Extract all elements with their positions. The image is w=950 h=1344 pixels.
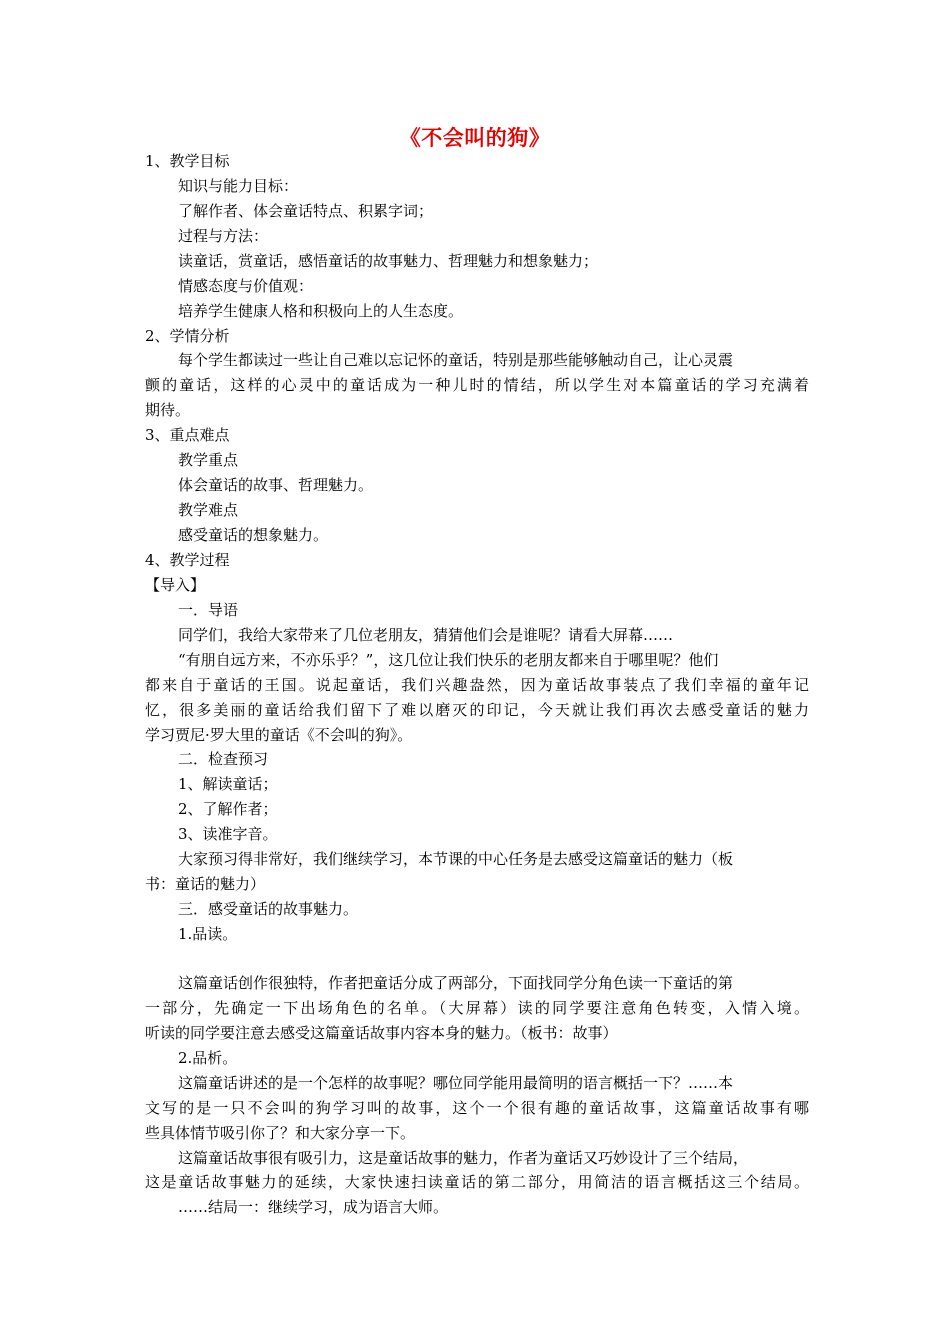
text-line: 1.品读。 [178,925,238,943]
section-heading-key-points: 3、重点难点 [145,426,230,444]
text-line: 读童话，赏童话，感悟童话的故事魅力、哲理魅力和想象魅力； [178,252,599,270]
text-line: 了解作者、体会童话特点、积累字词； [178,202,434,220]
text-line: 这篇童话创作很独特，作者把童话分成了两部分，下面找同学分角色读一下童话的第 [178,974,734,992]
text-line: 2、了解作者； [178,800,278,818]
text-line: 这篇童话讲述的是一个怎样的故事呢？哪位同学能用最简明的语言概括一下？……本 [178,1074,734,1092]
text-line: ……结局一：继续学习，成为语言大师。 [178,1198,449,1216]
text-line: 知识与能力目标： [178,177,299,195]
text-line: 些具体情节吸引你了？和大家分享一下。 [145,1124,416,1142]
text-line: 培养学生健康人格和积极向上的人生态度。 [178,302,464,320]
text-line: 过程与方法： [178,227,269,245]
text-line: 教学难点 [178,501,239,519]
text-line: 听读的同学要注意去感受这篇童话故事内容本身的魅力。（板书：故事） [145,1024,618,1042]
text-line: 这是童话故事魅力的延续，大家快速扫读童话的第二部分，用简洁的语言概括这三个结局。 [145,1173,809,1191]
text-line: 学习贾尼·罗大里的童话《不会叫的狗》。 [145,726,413,744]
text-line: 1、解读童话； [178,775,278,793]
text-line: 情感态度与价值观： [178,277,314,295]
text-line: 感受童话的想象魅力。 [178,526,329,544]
text-line: 文写的是一只不会叫的狗学习叫的故事，这个一个很有趣的童话故事，这篇童话故事有哪 [145,1099,809,1117]
text-line: 2.品析。 [178,1049,238,1067]
text-line: 一部分，先确定一下出场角色的名单。（大屏幕）读的同学要注意角色转变，入情入境。 [145,999,809,1017]
subsection-title: 三．感受童话的故事魅力。 [178,900,359,918]
text-line: 每个学生都读过一些让自己难以忘记怀的童话，特别是那些能够触动自己，让心灵震 [178,351,734,369]
subsection-title: 二．检查预习 [178,750,269,768]
text-line: 体会童话的故事、哲理魅力。 [178,476,374,494]
text-line: 忆，很多美丽的童话给我们留下了难以磨灭的印记，今天就让我们再次去感受童话的魅力 [145,701,809,719]
text-line: “有朋自远方来，不亦乐乎？”，这几位让我们快乐的老朋友都来自于哪里呢？他们 [178,651,719,669]
text-line: 都来自于童话的王国。说起童话，我们兴趣盎然，因为童话故事装点了我们幸福的童年记 [145,676,809,694]
section-heading-analysis: 2、学情分析 [145,327,230,345]
subsection-title: 一．导语 [178,601,239,619]
subsection-intro: 【导入】 [145,576,206,594]
text-line: 大家预习得非常好，我们继续学习，本节课的中心任务是去感受这篇童话的魅力（板 [178,850,734,868]
text-line: 同学们，我给大家带来了几位老朋友，猜猜他们会是谁呢？请看大屏幕…… [178,626,674,644]
text-line: 书：童话的魅力） [145,875,266,893]
text-line: 这篇童话故事很有吸引力，这是童话故事的魅力，作者为童话又巧妙设计了三个结局， [178,1149,749,1167]
document-title: 《不会叫的狗》 [399,126,551,150]
section-heading-objectives: 1、教学目标 [145,152,230,170]
text-line: 3、读准字音。 [178,825,278,843]
text-line: 教学重点 [178,451,239,469]
section-heading-process: 4、教学过程 [145,551,230,569]
text-line: 颤的童话，这样的心灵中的童话成为一种儿时的情结，所以学生对本篇童话的学习充满着 [145,376,809,394]
text-line: 期待。 [145,401,191,419]
